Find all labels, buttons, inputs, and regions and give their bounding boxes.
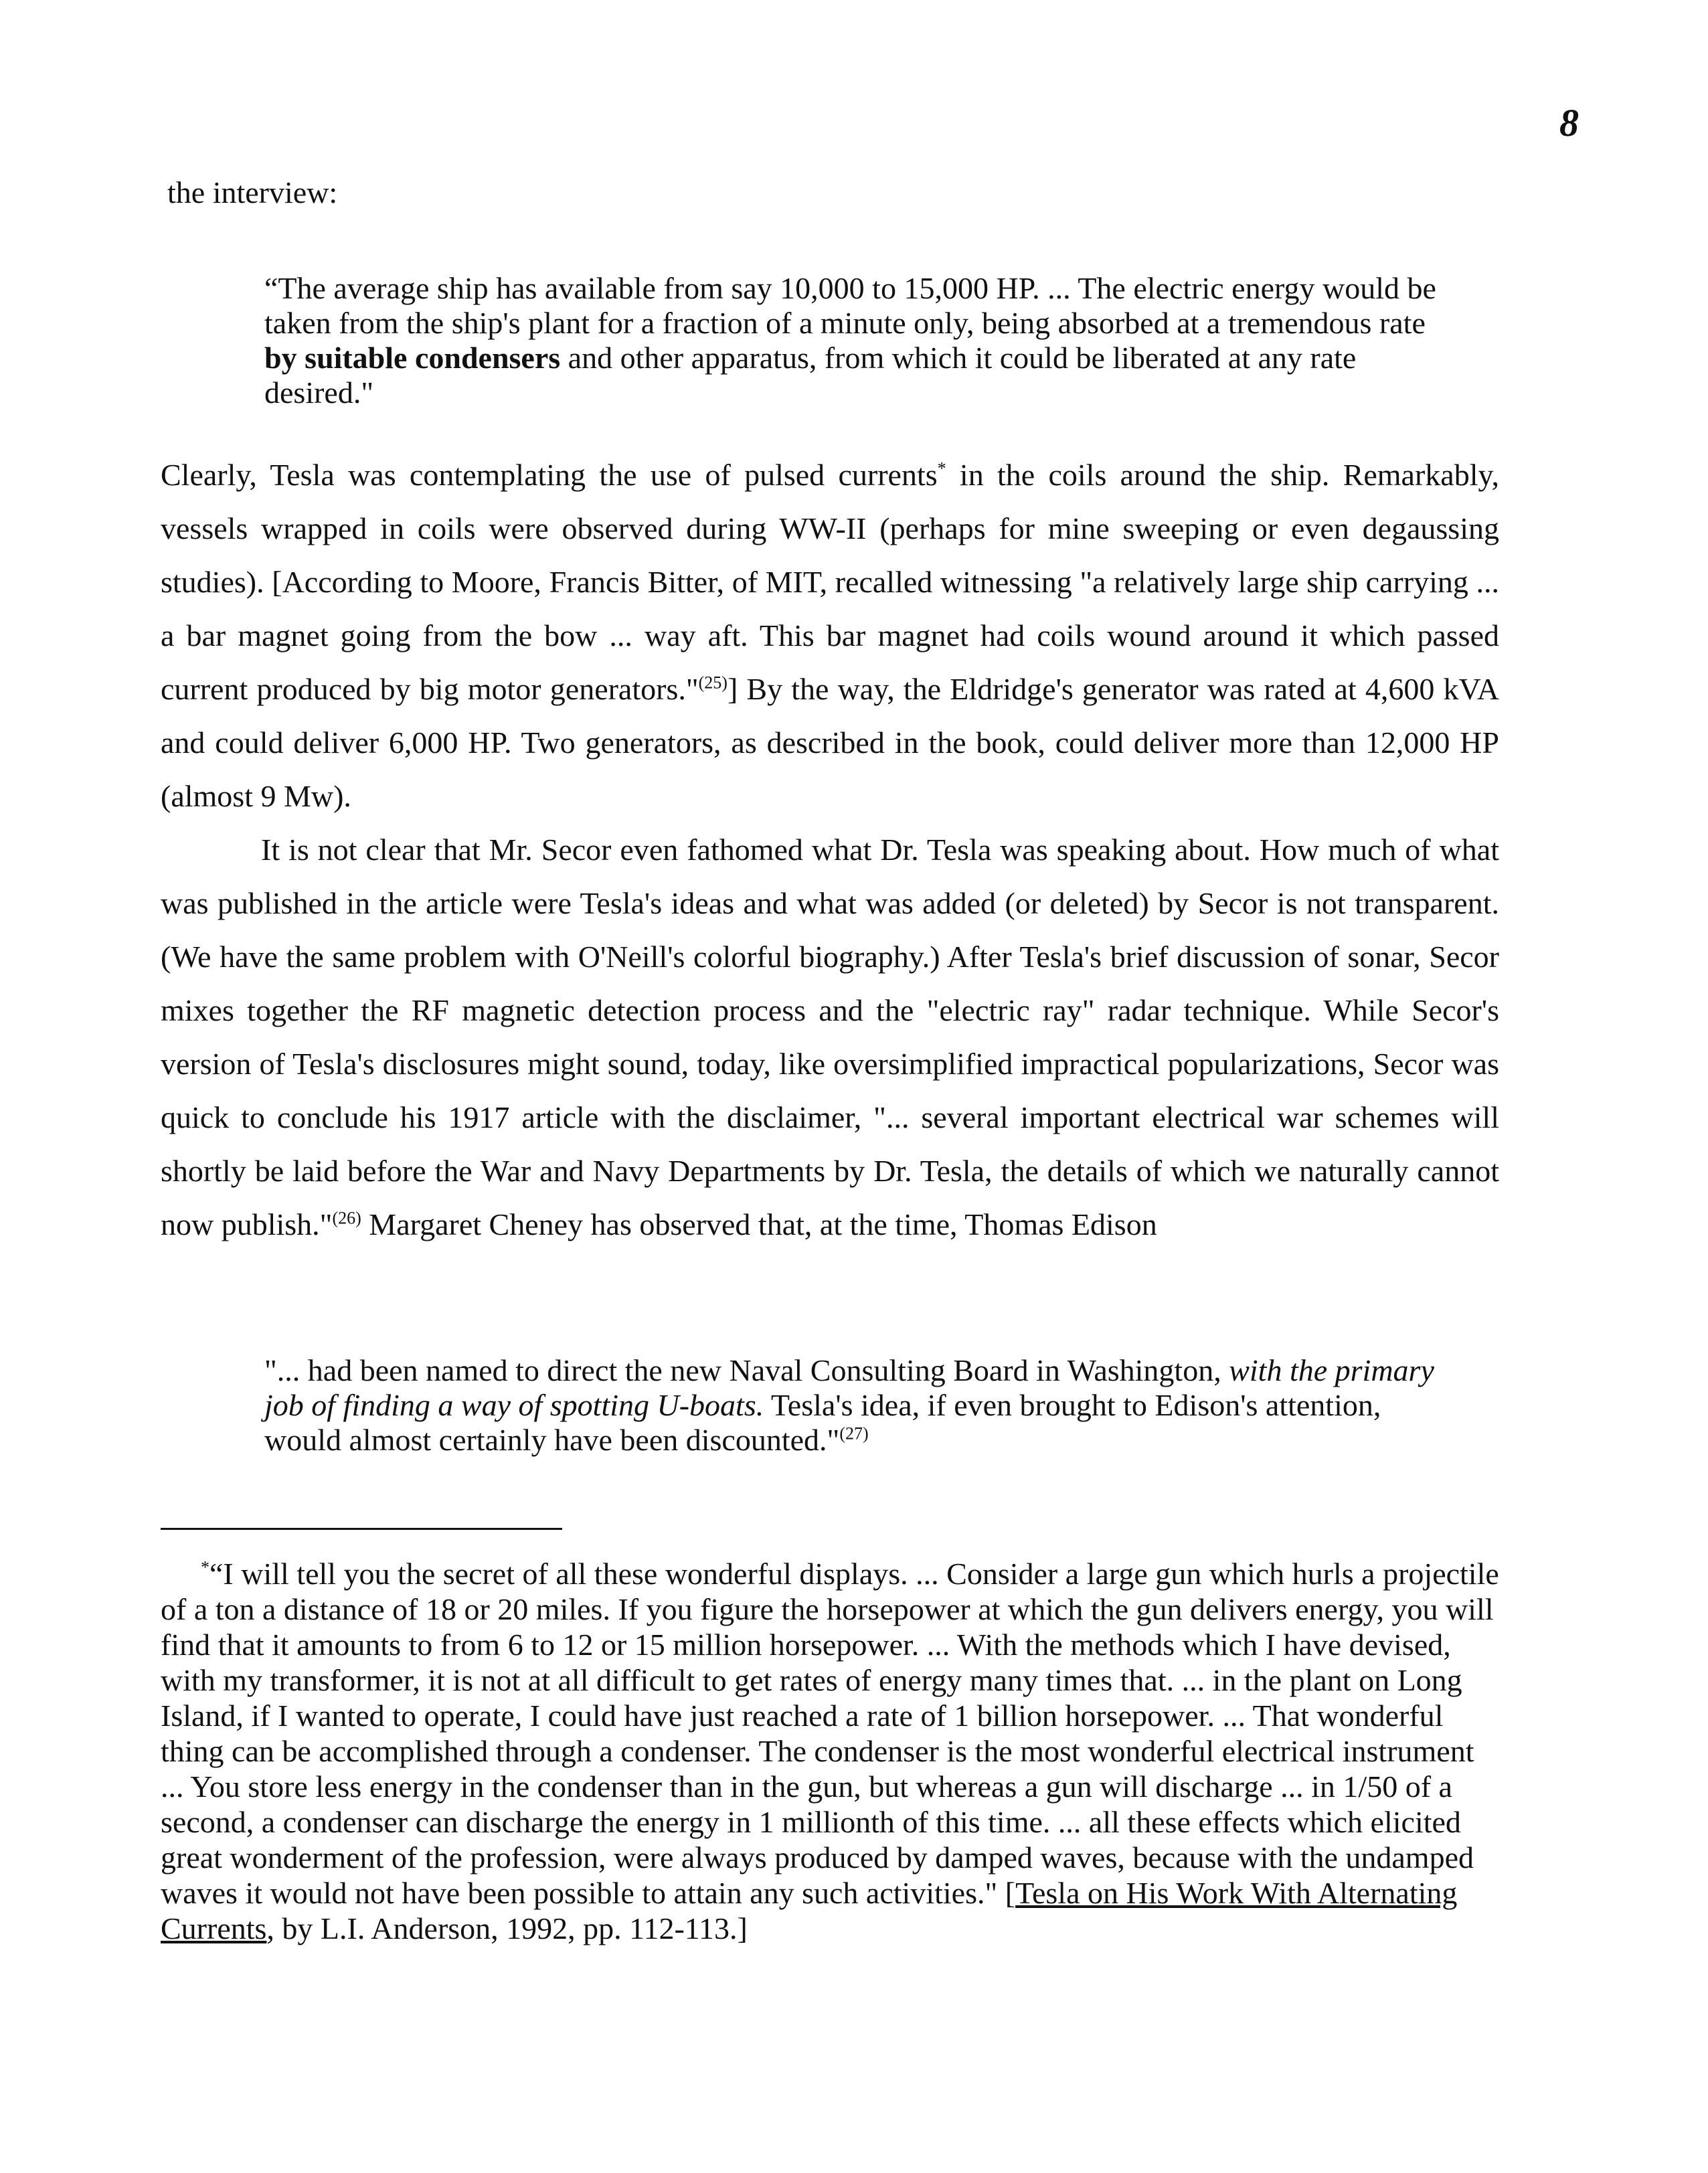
footnote-marker: * (937, 458, 946, 479)
page-number: 8 (1559, 101, 1579, 145)
para1-text-end: ] By the way, the Eldridge's generator was rated at 4,600 kVA and could deliver 6,000 HP. Two generators, as described in the book, could deliver more than 12,000 HP (almost 9 Mw). (161, 672, 1499, 813)
paragraph-secor (161, 823, 1499, 1251)
footnote-citation: , by L.I. Anderson, 1992, pp. 112-113.] (266, 1911, 748, 1945)
quote1-bold-text: by suitable condensers (264, 341, 561, 375)
footnote-text: “I will tell you the secret of all these wonderful displays. ... Consider a large gun which hurls a projectile of a ton a distance of 18 or 20 miles. If you figure the horsepower at which the gun delivers energy, you will find that it amounts to from 6 to 12 or 15 million horsepower. ... With the methods which I have devised, with my transformer, it is not at all difficult to get rates of energy many times that. ... in the plant on Long Island, if I wanted to operate, I could have just reached a rate of 1 billion horsepower. ... That wonderful thing can be accomplished through a condenser. The condenser is the most wonderful electrical instrument ... You store less energy in the condenser than in the gun, but whereas a gun will discharge ... in 1/50 of a second, a condenser can discharge the energy in 1 millionth of this time. ... all these effects which elicited great wonderment of the profession, were always produced by damped waves, because with the undamped waves it would not have been possible to attain any such activities." [ (161, 1557, 1499, 1910)
footnote-mark: * (201, 1557, 209, 1577)
block-quote-ship-energy (264, 271, 1449, 410)
quote2-text: "... had been named to direct the new Naval Consulting Board in Washington, (264, 1353, 1229, 1387)
footnote (161, 1556, 1499, 1946)
footnote-book-title: Tesla on His Work With Alternating Currents (161, 1876, 1458, 1945)
quote1-text: “The average ship has available from say 10,000 to 15,000 HP. ... The electric energy would be taken from the ship's plant for a fraction of a minute only, being absorbed at a tremendous rate (264, 271, 1436, 340)
reference-26: (26) (332, 1208, 361, 1228)
reference-27: (27) (839, 1423, 869, 1444)
reference-25: (25) (698, 673, 728, 693)
block-quote-edison (264, 1353, 1449, 1458)
quote2-text-end: Tesla's idea, if even brought to Edison's attention, would almost certainly have been discounted." (264, 1388, 1381, 1457)
quote1-text-end: and other apparatus, from which it could be liberated at any rate desired." (264, 341, 1357, 410)
para1-text-mid: in the coils around the ship. Remarkably, vessels wrapped in coils were observed during WW-II (perhaps for mine sweeping or even degaussing studies). [According to Moore, Francis Bitter, of MIT, recalled witnessing "a relatively large ship carrying ... a bar magnet going from the bow ... way aft. This bar magnet had coils wound around it which passed current produced by big motor generators." (161, 458, 1499, 706)
para2-text: It is not clear that Mr. Secor even fathomed what Dr. Tesla was speaking about. How much of what was published in the article were Tesla's ideas and what was added (or deleted) by Secor is not transparent. (We have the same problem with O'Neill's colorful biography.) After Tesla's brief discussion of sonar, Secor mixes together the RF magnetic detection process and the "electric ray" radar technique. While Secor's version of Tesla's disclosures might sound, today, like oversimplified impractical popularizations, Secor was quick to conclude his 1917 article with the disclaimer, "... several important electrical war schemes will shortly be laid before the War and Navy Departments by Dr. Tesla, the details of which we naturally cannot now publish." (161, 833, 1499, 1241)
para1-text: Clearly, Tesla was contemplating the use of pulsed currents (161, 458, 938, 492)
quote2-italic-text: with the primary job of finding a way of spotting U-boats. (264, 1353, 1434, 1422)
lead-text: the interview: (167, 175, 338, 209)
paragraph-pulsed-currents (161, 448, 1499, 823)
footnote-divider (161, 1528, 562, 1530)
para2-text-end: Margaret Cheney has observed that, at the time, Thomas Edison (361, 1207, 1157, 1241)
